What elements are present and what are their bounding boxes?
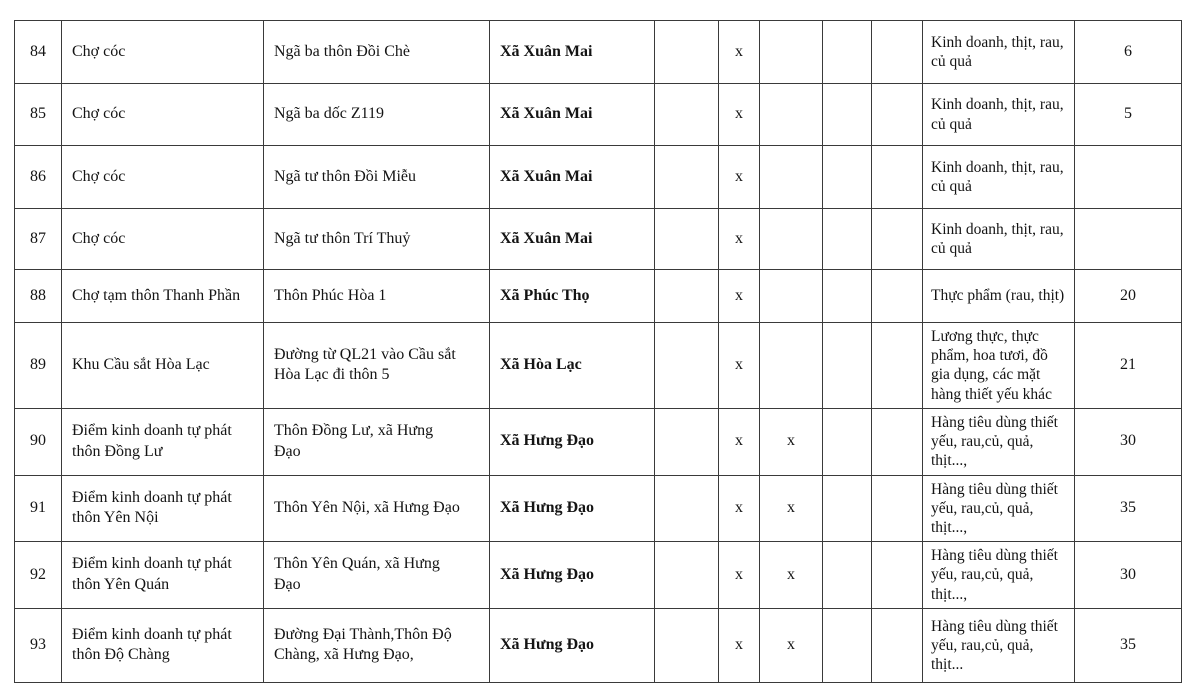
mark-cell-2	[760, 323, 823, 409]
count-cell: 20	[1075, 270, 1182, 323]
commune-cell: Xã Hòa Lạc	[490, 323, 655, 409]
empty-cell-3	[872, 270, 923, 323]
empty-cell-2	[823, 542, 872, 609]
empty-cell-1	[655, 209, 719, 270]
market-name-cell: Chợ cóc	[62, 21, 264, 84]
empty-cell-1	[655, 21, 719, 84]
goods-cell: Kinh doanh, thịt, rau, củ quả	[923, 21, 1075, 84]
count-cell: 21	[1075, 323, 1182, 409]
row-number-cell: 90	[15, 408, 62, 475]
goods-cell: Kinh doanh, thịt, rau, củ quả	[923, 209, 1075, 270]
count-cell: 35	[1075, 475, 1182, 542]
mark-cell-1: x	[719, 270, 760, 323]
empty-cell-1	[655, 323, 719, 409]
commune-cell: Xã Hưng Đạo	[490, 475, 655, 542]
empty-cell-1	[655, 270, 719, 323]
market-name-cell: Chợ cóc	[62, 146, 264, 209]
empty-cell-2	[823, 608, 872, 682]
empty-cell-1	[655, 608, 719, 682]
table-row	[15, 608, 1182, 682]
empty-cell-3	[872, 475, 923, 542]
empty-cell-2	[823, 408, 872, 475]
mark-cell-2	[760, 270, 823, 323]
empty-cell-1	[655, 408, 719, 475]
address-cell: Thôn Yên Nội, xã Hưng Đạo	[264, 475, 490, 542]
market-name-cell: Chợ cóc	[62, 209, 264, 270]
count-cell: 30	[1075, 408, 1182, 475]
address-cell: Thôn Đồng Lư, xã Hưng Đạo	[264, 408, 490, 475]
empty-cell-3	[872, 146, 923, 209]
mark-cell-1: x	[719, 209, 760, 270]
empty-cell-2	[823, 323, 872, 409]
empty-cell-2	[823, 270, 872, 323]
market-name-cell: Điểm kinh doanh tự phát thôn Yên Nội	[62, 475, 264, 542]
address-cell: Ngã ba thôn Đồi Chè	[264, 21, 490, 84]
goods-cell: Thực phẩm (rau, thịt)	[923, 270, 1075, 323]
commune-cell: Xã Xuân Mai	[490, 209, 655, 270]
mark-cell-1: x	[719, 21, 760, 84]
row-number-cell: 91	[15, 475, 62, 542]
mark-cell-1: x	[719, 408, 760, 475]
row-number-cell: 86	[15, 146, 62, 209]
mark-cell-1: x	[719, 608, 760, 682]
goods-cell: Hàng tiêu dùng thiết yếu, rau,củ, quả, thịt...,	[923, 475, 1075, 542]
empty-cell-2	[823, 21, 872, 84]
empty-cell-1	[655, 84, 719, 146]
market-name-cell: Chợ tạm thôn Thanh Phần	[62, 270, 264, 323]
mark-cell-2: x	[760, 608, 823, 682]
row-number-cell: 84	[15, 21, 62, 84]
table-row	[15, 408, 1182, 475]
table-row	[15, 475, 1182, 542]
mark-cell-2	[760, 21, 823, 84]
row-number-cell: 92	[15, 542, 62, 609]
empty-cell-1	[655, 146, 719, 209]
empty-cell-3	[872, 209, 923, 270]
empty-cell-3	[872, 84, 923, 146]
count-cell: 5	[1075, 84, 1182, 146]
count-cell	[1075, 146, 1182, 209]
mark-cell-1: x	[719, 475, 760, 542]
market-name-cell: Điểm kinh doanh tự phát thôn Yên Quán	[62, 542, 264, 609]
count-cell	[1075, 209, 1182, 270]
address-cell: Thôn Yên Quán, xã Hưng Đạo	[264, 542, 490, 609]
goods-cell: Hàng tiêu dùng thiết yếu, rau,củ, quả, thịt...	[923, 608, 1075, 682]
row-number-cell: 85	[15, 84, 62, 146]
count-cell: 30	[1075, 542, 1182, 609]
table-body	[15, 21, 1182, 683]
address-cell: Thôn Phúc Hòa 1	[264, 270, 490, 323]
mark-cell-2	[760, 84, 823, 146]
table-row	[15, 323, 1182, 409]
empty-cell-3	[872, 408, 923, 475]
address-cell: Đường Đại Thành,Thôn Độ Chàng, xã Hưng Đạo,	[264, 608, 490, 682]
commune-cell: Xã Hưng Đạo	[490, 408, 655, 475]
table-row	[15, 270, 1182, 323]
commune-cell: Xã Xuân Mai	[490, 21, 655, 84]
commune-cell: Xã Phúc Thọ	[490, 270, 655, 323]
market-name-cell: Khu Cầu sắt Hòa Lạc	[62, 323, 264, 409]
commune-cell: Xã Xuân Mai	[490, 146, 655, 209]
table-row	[15, 209, 1182, 270]
row-number-cell: 89	[15, 323, 62, 409]
mark-cell-2: x	[760, 408, 823, 475]
row-number-cell: 88	[15, 270, 62, 323]
table-row	[15, 146, 1182, 209]
goods-cell: Kinh doanh, thịt, rau, củ quả	[923, 146, 1075, 209]
row-number-cell: 93	[15, 608, 62, 682]
market-name-cell: Điểm kinh doanh tự phát thôn Độ Chàng	[62, 608, 264, 682]
empty-cell-2	[823, 146, 872, 209]
table-row	[15, 542, 1182, 609]
empty-cell-3	[872, 608, 923, 682]
table-row	[15, 84, 1182, 146]
goods-cell: Lương thực, thực phẩm, hoa tươi, đồ gia dụng, các mặt hàng thiết yếu khác	[923, 323, 1075, 409]
empty-cell-3	[872, 21, 923, 84]
row-number-cell: 87	[15, 209, 62, 270]
empty-cell-2	[823, 209, 872, 270]
mark-cell-2: x	[760, 542, 823, 609]
mark-cell-1: x	[719, 323, 760, 409]
empty-cell-1	[655, 542, 719, 609]
mark-cell-2	[760, 209, 823, 270]
count-cell: 6	[1075, 21, 1182, 84]
empty-cell-1	[655, 475, 719, 542]
address-cell: Đường từ QL21 vào Cầu sắt Hòa Lạc đi thôn 5	[264, 323, 490, 409]
goods-cell: Kinh doanh, thịt, rau, củ quả	[923, 84, 1075, 146]
mark-cell-2: x	[760, 475, 823, 542]
count-cell: 35	[1075, 608, 1182, 682]
empty-cell-3	[872, 323, 923, 409]
market-name-cell: Điểm kinh doanh tự phát thôn Đồng Lư	[62, 408, 264, 475]
mark-cell-1: x	[719, 146, 760, 209]
table-row	[15, 21, 1182, 84]
address-cell: Ngã tư thôn Trí Thuỷ	[264, 209, 490, 270]
empty-cell-2	[823, 475, 872, 542]
goods-cell: Hàng tiêu dùng thiết yếu, rau,củ, quả, thịt...,	[923, 408, 1075, 475]
address-cell: Ngã ba dốc Z119	[264, 84, 490, 146]
mark-cell-2	[760, 146, 823, 209]
market-name-cell: Chợ cóc	[62, 84, 264, 146]
goods-cell: Hàng tiêu dùng thiết yếu, rau,củ, quả, thịt...,	[923, 542, 1075, 609]
empty-cell-3	[872, 542, 923, 609]
mark-cell-1: x	[719, 84, 760, 146]
empty-cell-2	[823, 84, 872, 146]
market-list-table	[14, 20, 1182, 683]
commune-cell: Xã Hưng Đạo	[490, 608, 655, 682]
commune-cell: Xã Hưng Đạo	[490, 542, 655, 609]
commune-cell: Xã Xuân Mai	[490, 84, 655, 146]
mark-cell-1: x	[719, 542, 760, 609]
address-cell: Ngã tư thôn Đồi Miễu	[264, 146, 490, 209]
